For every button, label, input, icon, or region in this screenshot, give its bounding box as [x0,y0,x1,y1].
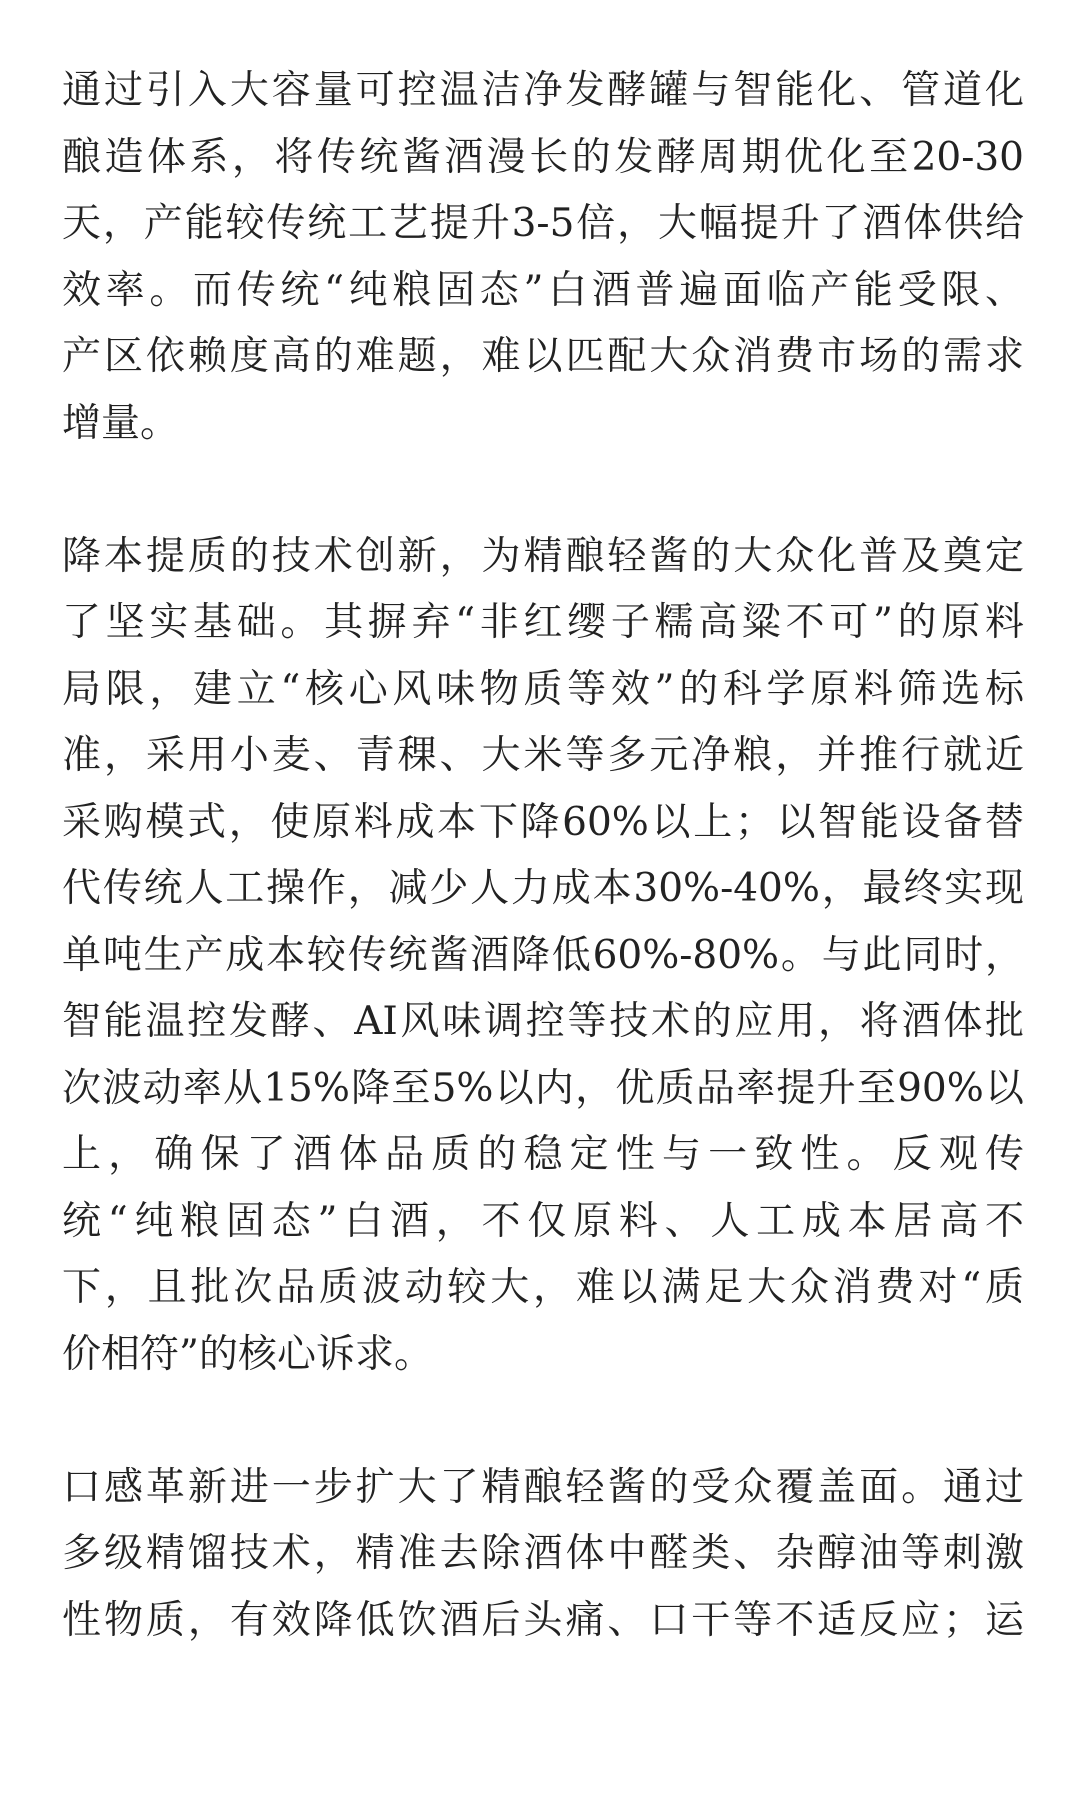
text-line: 增量。 [62,400,180,446]
paragraph-3 [62,1455,1024,1655]
text-line: 下，且批次品质波动较大，难以满足大众消费对“质 [62,1265,1024,1310]
text-line: 次波动率从15%降至5%以内，优质品率提升至90%以 [62,1065,1024,1111]
paragraph-1 [62,58,1024,457]
text-line: 天，产能较传统工艺提升3-5倍，大幅提升了酒体供给 [62,201,1024,246]
text-line: 统“纯粮固态”白酒，不仅原料、人工成本居高不 [62,1198,1024,1244]
text-line: 单吨生产成本较传统酱酒降低60%-80%。与此同时， [62,932,1024,978]
text-line: 局限，建立“核心风味物质等效”的科学原料筛选标 [62,666,1024,712]
paragraph-2 [62,524,1024,1389]
text-line: 准，采用小麦、青稞、大米等多元净粮，并推行就近 [62,733,1024,778]
text-line: 上，确保了酒体品质的稳定性与一致性。反观传 [62,1132,1024,1177]
text-line: 价相符”的核心诉求。 [62,1331,433,1377]
text-line: 效率。而传统“纯粮固态”白酒普遍面临产能受限、 [62,267,1024,313]
text-line: 降本提质的技术创新，为精酿轻酱的大众化普及奠定 [62,533,1024,579]
text-line: 性物质，有效降低饮酒后头痛、口干等不适反应；运 [62,1597,1024,1643]
text-line: 了坚实基础。其摒弃“非红缨子糯高粱不可”的原料 [62,600,1024,645]
text-line: 采购模式，使原料成本下降60%以上；以智能设备替 [62,799,1024,845]
article-body [62,58,1024,1721]
text-line: 产区依赖度高的难题，难以匹配大众消费市场的需求 [62,334,1024,379]
text-line: 多级精馏技术，精准去除酒体中醛类、杂醇油等刺激 [62,1531,1024,1576]
text-line: 酿造体系，将传统酱酒漫长的发酵周期优化至20-30 [62,134,1024,180]
text-line: 智能温控发酵、AI风味调控等技术的应用，将酒体批 [62,999,1024,1044]
text-line: 代传统人工操作，减少人力成本30%-40%，最终实现 [62,866,1024,911]
text-line: 通过引入大容量可控温洁净发酵罐与智能化、管道化 [62,68,1024,113]
text-line: 口感革新进一步扩大了精酿轻酱的受众覆盖面。通过 [62,1464,1024,1510]
